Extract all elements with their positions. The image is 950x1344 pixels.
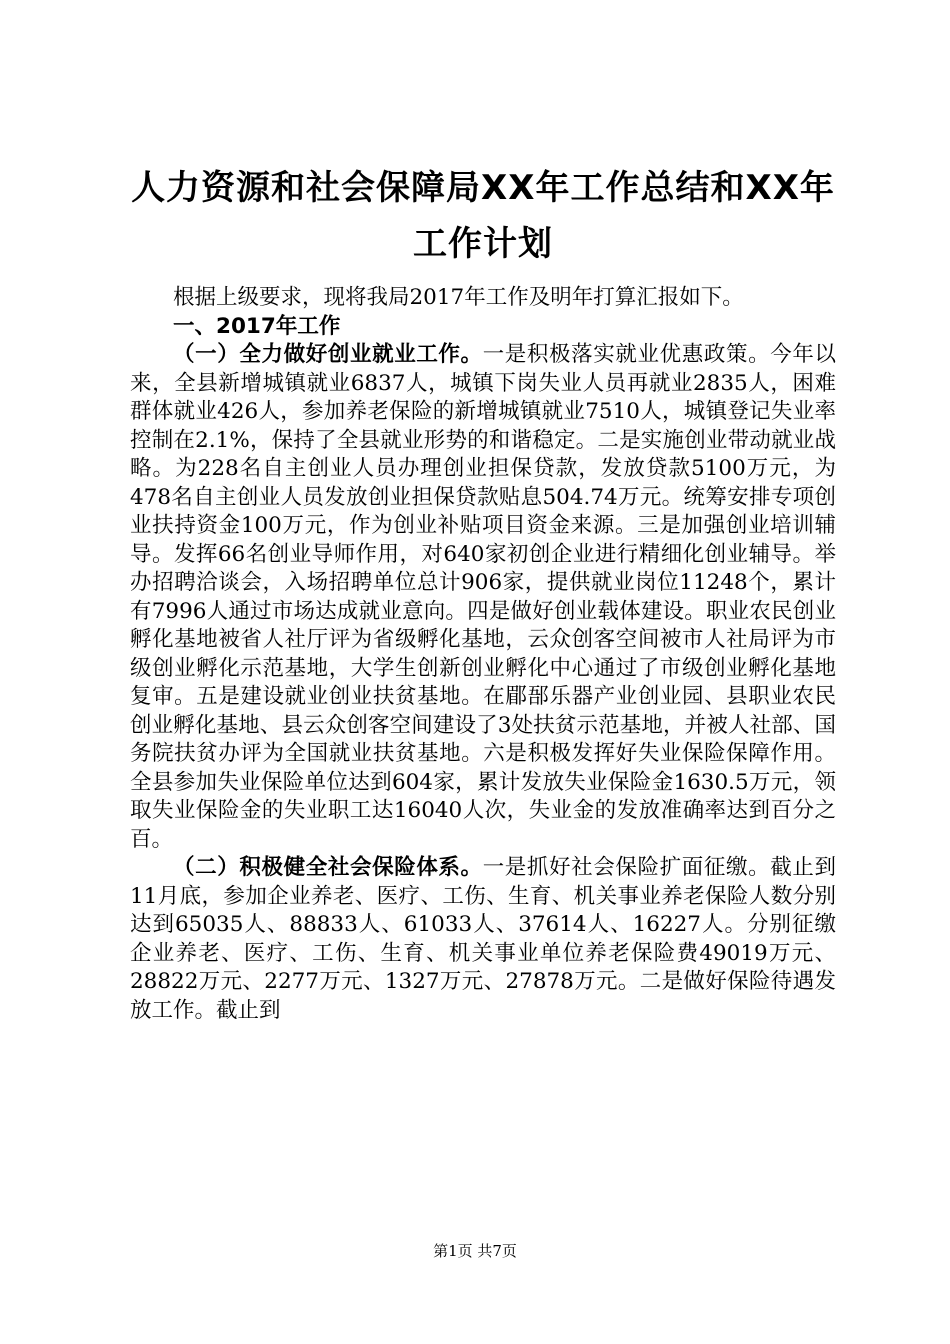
page-footer: 第1页 共7页 bbox=[433, 1242, 517, 1260]
item-1-paragraph bbox=[130, 341, 836, 854]
section-heading: 一、2017年工作 bbox=[173, 313, 341, 339]
item-1-body: 一是积极落实就业优惠政策。今年以来，全县新增城镇就业6837人，城镇下岗失业人员再就业2835人，困难群体就业426人，参加养老保险的新增城镇就业7510人，城镇登记失业率控制在2.1%，保持了全县就业形势的和谐稳定。二是实施创业带动就业战略。为228名自主创业人员办理创业担保贷款，发放贷款5100万元，为478名自主创业人员发放创业担保贷款贴息504.74万元。统筹安排专项创业扶持资金100万元，作为创业补贴项目资金来源。三是加强创业培训辅导。发挥66名创业导师作用，对640家初创企业进行精细化创业辅导。举办招聘洽谈会，入场招聘单位总计906家，提供就业岗位11248个，累计有7996人通过市场达成就业意向。四是做好创业载体建设。职业农民创业孵化基地被省人社厅评为省级孵化基地，云众创客空间被市人社局评为市级创业孵化示范基地，大学生创新创业孵化中心通过了市级创业孵化基地复审。五是建设就业创业扶贫基地。在郿郚乐器产业创业园、县职业农民创业孵化基地、县云众创客空间建设了3处扶贫示范基地，并被人社部、国务院扶贫办评为全国就业扶贫基地。六是积极发挥好失业保险保障作用。全县参加失业保险单位达到604家，累计发放失业保险金1630.5万元，领取失业保险金的失业职工达16040人次，失业金的发放准确率达到百分之百。 bbox=[130, 342, 836, 852]
document-title bbox=[130, 160, 836, 272]
item-2-body: 一是抓好社会保险扩面征缴。截止到11月底，参加企业养老、医疗、工伤、生育、机关事业养老保险人数分别达到65035人、88833人、61033人、37614人、16227人。分别征缴企业养老、医疗、工伤、生育、机关事业单位养老保险费49019万元、28822万元、2277万元、1327万元、27878万元。二是做好保险待遇发放工作。截止到 bbox=[130, 855, 836, 1023]
item-2-lead: （二）积极健全社会保险体系。 bbox=[173, 855, 483, 880]
intro-paragraph: 根据上级要求，现将我局2017年工作及明年打算汇报如下。 bbox=[173, 285, 744, 310]
document-page bbox=[130, 160, 836, 1025]
item-1-lead: （一）全力做好创业就业工作。 bbox=[173, 342, 483, 367]
item-2-paragraph bbox=[130, 854, 836, 1025]
title-line-1: 人力资源和社会保障局XX年工作总结和XX年 bbox=[131, 168, 835, 208]
title-line-2: 工作计划 bbox=[413, 224, 553, 264]
